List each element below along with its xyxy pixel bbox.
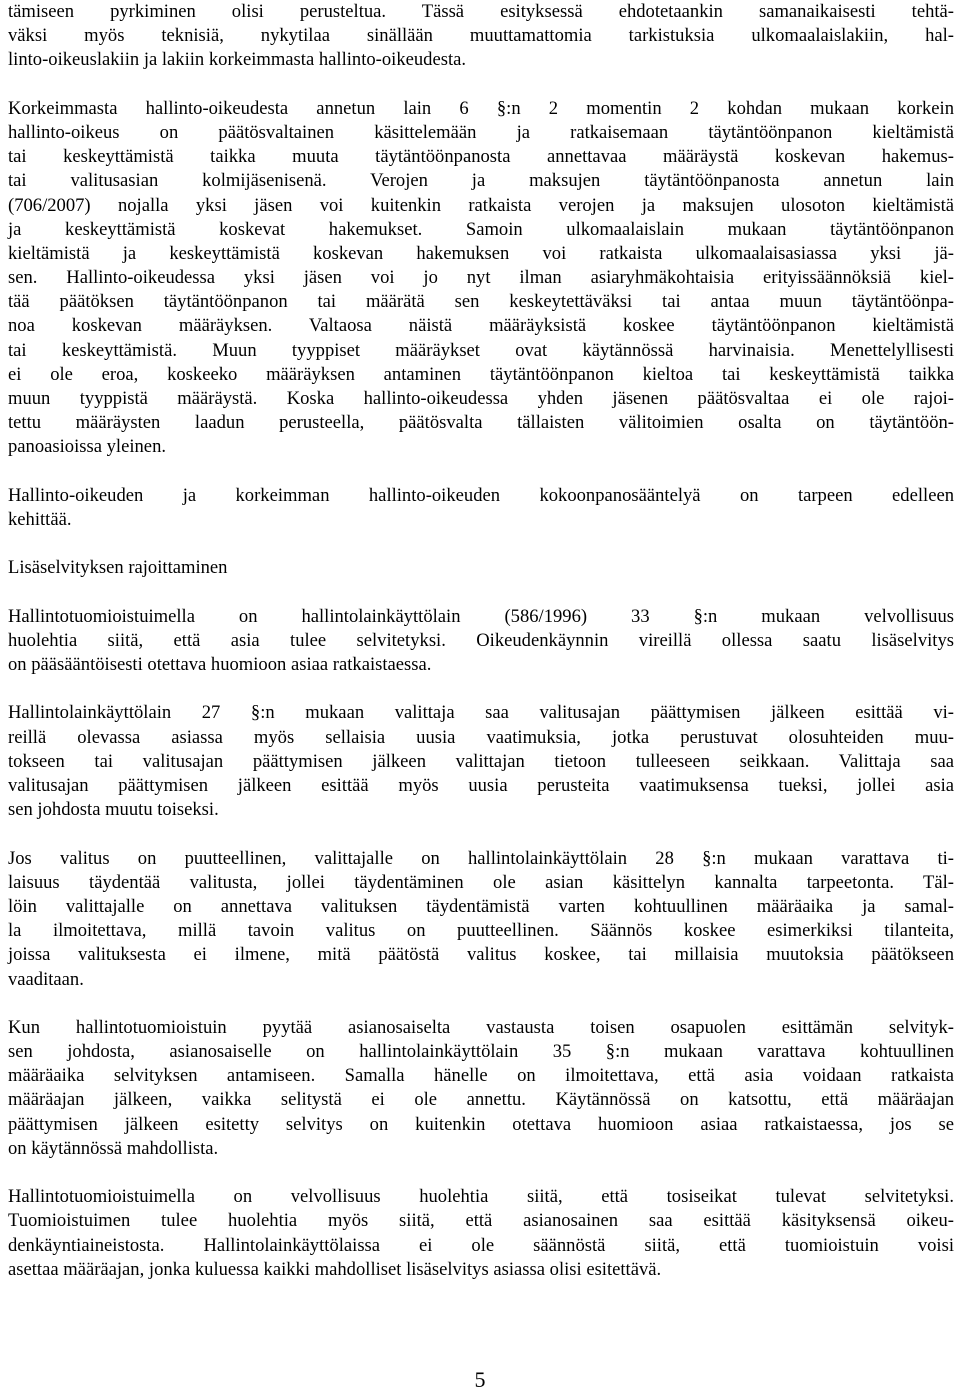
paragraph-gap bbox=[8, 822, 954, 846]
text-line: päättymisen jälkeen esitetty selvitys on kuitenkin otettava huomioon asiaa ratkaistaessa, jos se bbox=[8, 1113, 954, 1135]
text-line: tai keskeyttämistä. Muun tyyppiset määräykset ovat käytännössä harvinaisia. Menettelyllisesti bbox=[8, 339, 954, 361]
text-line: ja keskeyttämistä koskevat hakemukset. Samoin ulkomaalaislain mukaan täytäntöönpanon bbox=[8, 218, 954, 240]
text-line: valitusajan päättymisen jälkeen esittää myös uusia perusteita vaatimuksensa tueksi, jollei asia bbox=[8, 775, 954, 796]
paragraph bbox=[8, 97, 954, 460]
text-line: reillä olevassa asiassa myös sellaisia uusia vaatimuksia, jotka perustuvat olosuhteiden muu- bbox=[8, 726, 954, 748]
text-line: (706/2007) nojalla yksi jäsen voi kuitenkin ratkaista verojen ja maksujen ulosoton kieltämistä bbox=[8, 194, 954, 216]
text-line: joissa valituksesta ei ilmene, mitä päätöstä valitus koskee, tai millaisia muutoksia päätökseen bbox=[8, 944, 954, 966]
paragraph-gap bbox=[8, 1161, 954, 1185]
text-line: kehittää. bbox=[8, 508, 72, 530]
text-line: on pääsääntöisesti otettava huomioon asiaa ratkaistaessa. bbox=[8, 654, 432, 676]
paragraph bbox=[8, 1016, 954, 1161]
text-line: Hallintotuomioistuimella on hallintolainkäyttölain (586/1996) 33 §:n mukaan velvollisuus bbox=[8, 605, 954, 627]
text-line: muun tyyppistä määräystä. Koska hallinto-oikeudessa yhden jäsenen päätösvaltaa ei ole rajoi- bbox=[8, 388, 954, 409]
text-line: väksi myös teknisiä, nykytilaa sinällään muuttamattomia tarkistuksia ulkomaalaislakiin, hal- bbox=[8, 25, 954, 47]
text-line: sen johdosta, asianosaiselle on hallintolainkäyttölain 35 §:n mukaan varattava kohtuullinen bbox=[8, 1041, 954, 1063]
text-line: linto-oikeuslakiin ja lakiin korkeimmasta hallinto-oikeudesta. bbox=[8, 49, 467, 71]
text-line: on käytännössä mahdollista. bbox=[8, 1137, 219, 1159]
text-line: vaaditaan. bbox=[8, 968, 84, 990]
page-number: 5 bbox=[474, 1367, 486, 1392]
section-heading bbox=[8, 556, 954, 580]
paragraph-gap bbox=[8, 460, 954, 484]
paragraph bbox=[8, 605, 954, 678]
text-line: tai keskeyttämistä taikka muuta täytäntöönpanosta annettavaa määräystä koskevan hakemus- bbox=[8, 146, 954, 168]
text-line: tettu määräysten laadun perusteella, päätösvalta tällaisten välitoimien osalta on täytäntöön- bbox=[8, 412, 954, 434]
text-line: määräajan jälkeen, vaikka selitystä ei ole annettu. Käytännössä on katsottu, että määräajan bbox=[8, 1089, 954, 1111]
text-line: sen johdosta muutu toiseksi. bbox=[8, 799, 219, 821]
paragraph bbox=[8, 0, 954, 73]
paragraph-gap bbox=[8, 581, 954, 605]
text-line: Hallintotuomioistuimella on velvollisuus huolehtia siitä, että tosiseikat tulevat selvitetyksi. bbox=[8, 1186, 954, 1208]
text-line: Hallintolainkäyttölain 27 §:n mukaan valittaja saa valitusajan päättymisen jälkeen esittää vi- bbox=[8, 702, 954, 724]
text-line: tämiseen pyrkiminen olisi perusteltua. Tässä esityksessä ehdotetaankin samanaikaisesti tehtä- bbox=[8, 1, 954, 22]
text-line: määräaika selvityksen antamiseen. Samalla hänelle on ilmoitettava, että asia voidaan ratkaista bbox=[8, 1065, 954, 1087]
paragraph-gap bbox=[8, 532, 954, 556]
paragraph bbox=[8, 847, 954, 992]
paragraph bbox=[8, 1185, 954, 1282]
paragraph bbox=[8, 701, 954, 822]
text-line: löin valittajalle on annettava valituksen täydentämistä varten kohtuullinen määräaika ja samal- bbox=[8, 895, 954, 917]
text-line: ei ole eroa, koskeeko määräyksen antaminen täytäntöönpanon kieltoa tai keskeyttämistä taikka bbox=[8, 363, 954, 385]
text-line: panoasioissa yleinen. bbox=[8, 436, 167, 458]
text-line: laisuus täydentää valitusta, jollei täydentäminen ole asian käsittelyn kannalta tarpeetonta. Täl- bbox=[8, 871, 954, 893]
text-line: kieltämistä ja keskeyttämistä koskevan hakemuksen voi ratkaista ulkomaalaisasiassa yksi jä- bbox=[8, 242, 954, 264]
text-line: denkäyntiaineistosta. Hallintolainkäyttölaissa ei ole säännöstä siitä, että tuomioistuin voisi bbox=[8, 1234, 954, 1256]
text-line: noa koskevan määräyksen. Valtaosa näistä määräyksistä koskee täytäntöönpanon kieltämistä bbox=[8, 315, 954, 337]
text-line: sen. Hallinto-oikeudessa yksi jäsen voi jo nyt ilman asiaryhmäkohtaisia erityissäännöksiä kiel- bbox=[8, 267, 954, 289]
text-line: la ilmoitettava, millä tavoin valitus on puutteellinen. Säännös koskee esimerkiksi tilanteita, bbox=[8, 920, 954, 942]
document-page bbox=[8, 0, 954, 1282]
paragraph-gap bbox=[8, 992, 954, 1016]
text-line: tää päätöksen täytäntöönpanon tai määrätä sen keskeytettäväksi tai antaa muun täytäntöönpa- bbox=[8, 291, 954, 313]
paragraph bbox=[8, 484, 954, 532]
text-line: asettaa määräajan, jonka kuluessa kaikki mahdolliset lisäselvitys asiassa olisi esitettävä. bbox=[8, 1258, 662, 1280]
paragraph-gap bbox=[8, 73, 954, 97]
text-line: hallinto-oikeus on päätösvaltainen käsittelemään ja ratkaisemaan täytäntöönpanon kieltämistä bbox=[8, 121, 954, 143]
text-line: Jos valitus on puutteellinen, valittajalle on hallintolainkäyttölain 28 §:n mukaan varattava ti- bbox=[8, 847, 954, 869]
text-line: tokseen tai valitusajan päättymisen jälkeen valittajan tietoon tulleeseen seikkaan. Valittaja saa bbox=[8, 750, 954, 772]
text-line: Korkeimmasta hallinto-oikeudesta annetun lain 6 §:n 2 momentin 2 kohdan mukaan korkein bbox=[8, 97, 954, 119]
heading-text: Lisäselvityksen rajoittaminen bbox=[8, 557, 228, 579]
text-line: tai valitusasian kolmijäsenisenä. Verojen ja maksujen täytäntöönpanosta annetun lain bbox=[8, 170, 954, 192]
text-line: huolehtia siitä, että asia tulee selvitetyksi. Oikeudenkäynnin vireillä ollessa saatu lisäselvitys bbox=[8, 629, 954, 651]
text-line: Hallinto-oikeuden ja korkeimman hallinto-oikeuden kokoonpanosääntelyä on tarpeen edelleen bbox=[8, 484, 954, 506]
text-line: Kun hallintotuomioistuin pyytää asianosaiselta vastausta toisen osapuolen esittämän selvityk- bbox=[8, 1016, 954, 1038]
paragraph-gap bbox=[8, 677, 954, 701]
text-line: Tuomioistuimen tulee huolehtia myös siitä, että asianosainen saa esittää käsityksensä oikeu- bbox=[8, 1210, 954, 1232]
